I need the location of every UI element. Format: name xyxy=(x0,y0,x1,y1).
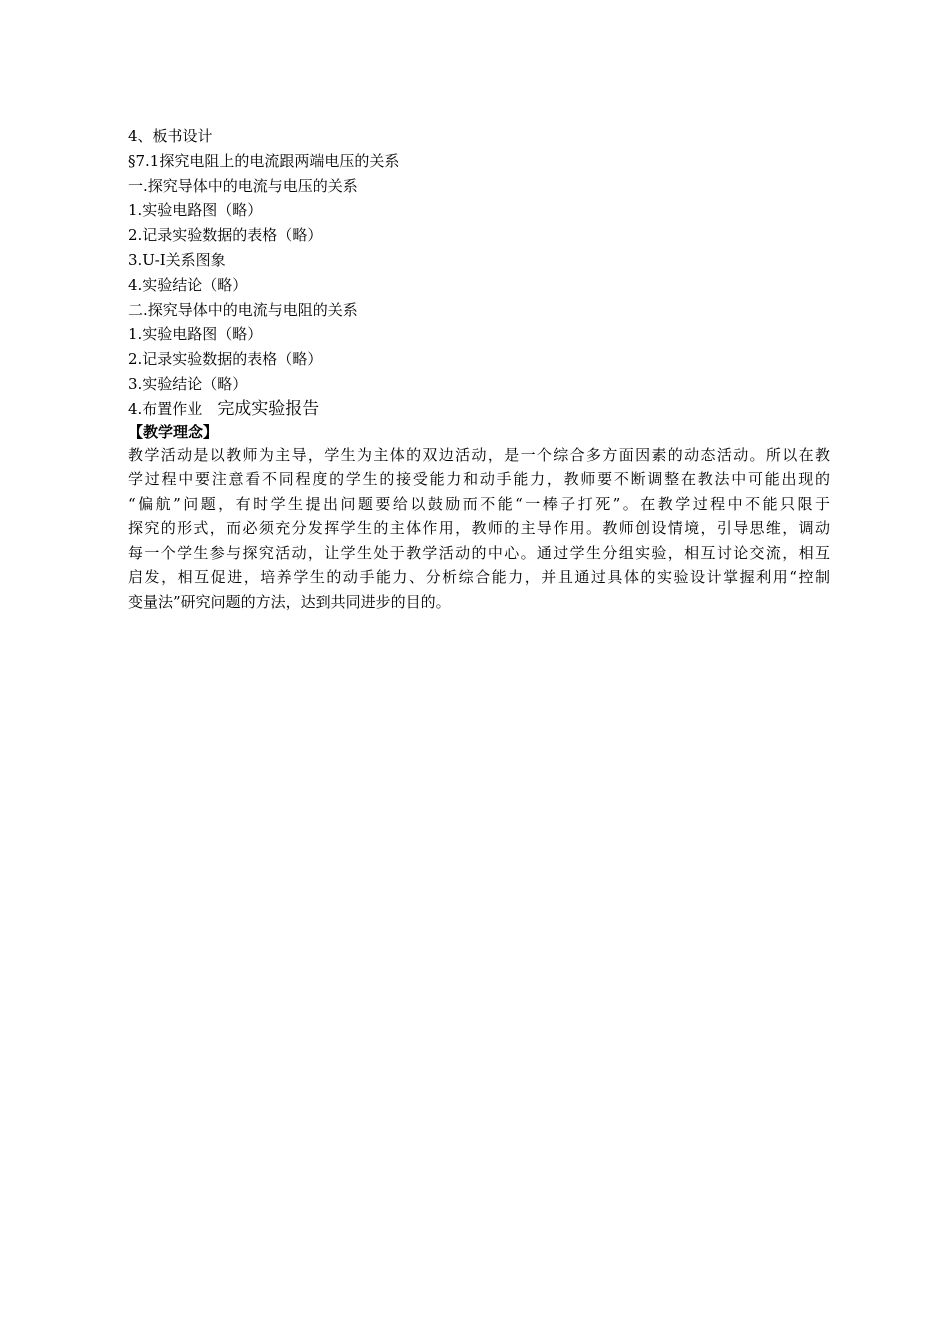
homework-line xyxy=(128,397,830,422)
board-design-heading: 4、板书设计 xyxy=(128,127,213,145)
paragraph-line: 变量法”研究问题的方法，达到共同进步的目的。 xyxy=(128,592,451,611)
teaching-philosophy-paragraph xyxy=(128,443,830,615)
part1-item: 1.实验电路图（略） xyxy=(128,201,263,220)
part2-item: 2.记录实验数据的表格（略） xyxy=(128,350,323,369)
document-content xyxy=(128,124,830,614)
part1-item: 4.实验结论（略） xyxy=(128,275,248,294)
part1-item: 3.U-I关系图象 xyxy=(128,250,226,269)
part1-item: 2.记录实验数据的表格（略） xyxy=(128,226,323,245)
part2-item: 1.实验电路图（略） xyxy=(128,325,263,344)
part1-title: 一.探究导体中的电流与电压的关系 xyxy=(128,176,358,195)
paragraph-line: 教学活动是以教师为主导，学生为主体的双边活动，是一个综合多方面因素的动态活动。所以在教 xyxy=(128,445,830,464)
paragraph-line: 启发，相互促进，培养学生的动手能力、分析综合能力，并且通过具体的实验设计掌握利用“控制 xyxy=(128,568,830,587)
homework-text: 完成实验报告 xyxy=(217,398,320,419)
paragraph-line: “偏航”问题，有时学生提出问题要给以鼓励而不能“一棒子打死”。在教学过程中不能只限于 xyxy=(128,494,830,513)
paragraph-line: 探究的形式，而必须充分发挥学生的主体作用，教师的主导作用。教师创设情境，引导思维，调动 xyxy=(128,519,830,538)
paragraph-line: 每一个学生参与探究活动，让学生处于教学活动的中心。通过学生分组实验，相互讨论交流，相互 xyxy=(128,543,830,562)
teaching-philosophy-heading: 【教学理念】 xyxy=(128,422,219,441)
part2-title: 二.探究导体中的电流与电阻的关系 xyxy=(128,300,358,319)
part2-item: 3.实验结论（略） xyxy=(128,374,248,393)
homework-label: 4.布置作业 xyxy=(128,399,218,418)
section-title: §7.1探究电阻上的电流跟两端电压的关系 xyxy=(128,151,400,170)
paragraph-line: 学过程中要注意看不同程度的学生的接受能力和动手能力，教师要不断调整在教法中可能出现的 xyxy=(128,470,830,489)
